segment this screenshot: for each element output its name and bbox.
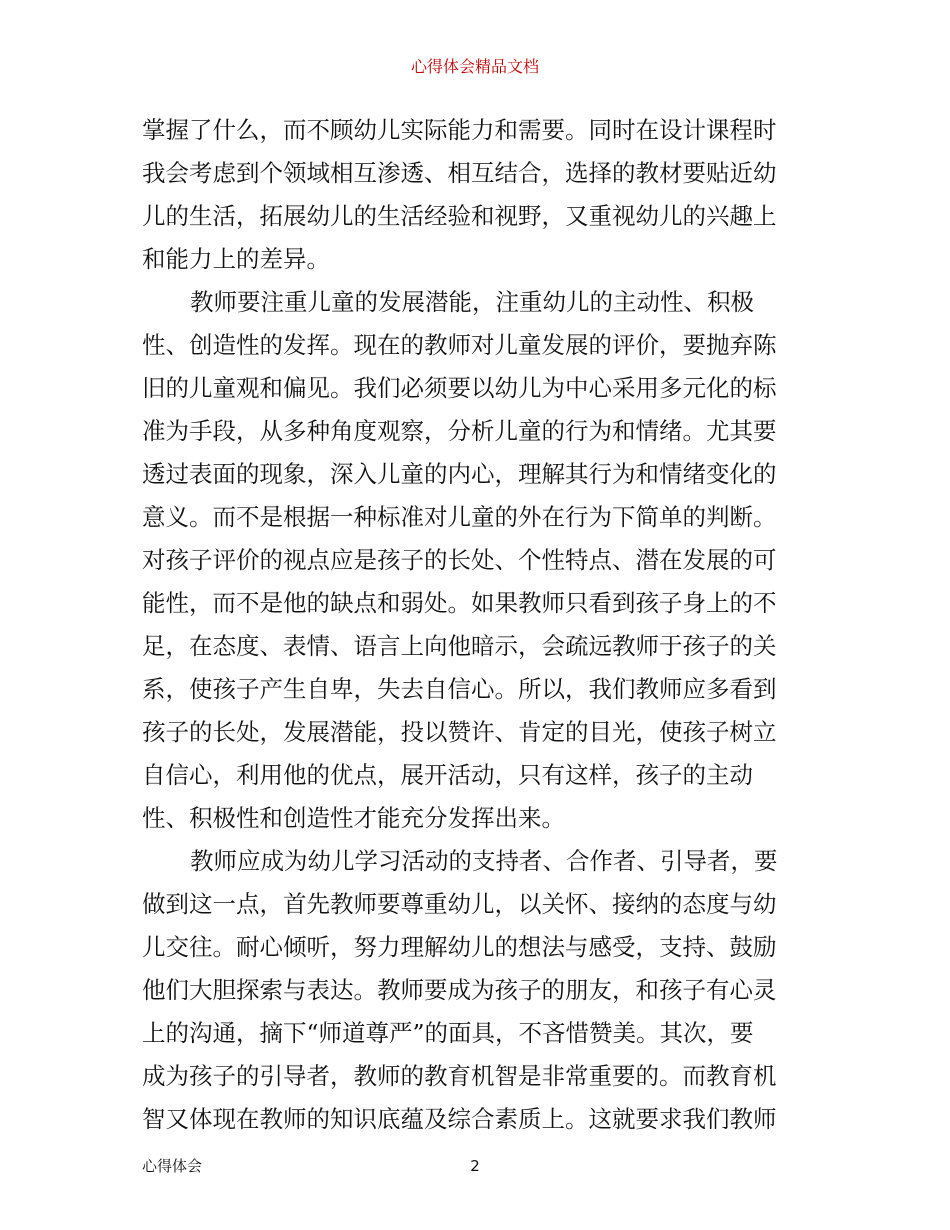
body-line: 足，在态度、表情、语言上向他暗示，会疏远教师于孩子的关	[142, 632, 777, 660]
body-line: 他们大胆探索与表达。教师要成为孩子的朋友，和孩子有心灵	[142, 976, 777, 1004]
body-line: 儿的生活，拓展幼儿的生活经验和视野，又重视幼儿的兴趣上	[142, 202, 777, 230]
body-line: 孩子的长处，发展潜能，投以赞许、肯定的目光，使孩子树立	[142, 718, 777, 746]
body-line: 对孩子评价的视点应是孩子的长处、个性特点、潜在发展的可	[142, 546, 777, 574]
footer-label: 心得体会	[142, 1157, 203, 1175]
body-line: 成为孩子的引导者，教师的教育机智是非常重要的。而教育机	[142, 1062, 777, 1090]
document-body	[142, 109, 814, 1141]
body-line: 智又体现在教师的知识底蕴及综合素质上。这就要求我们教师	[142, 1105, 777, 1133]
paragraph-start-line: 教师要注重儿童的发展潜能，注重幼儿的主动性、积极	[190, 288, 754, 316]
body-line: 儿交往。耐心倾听，努力理解幼儿的想法与感受，支持、鼓励	[142, 933, 777, 961]
body-line: 我会考虑到个领域相互渗透、相互结合，选择的教材要贴近幼	[142, 159, 777, 187]
body-line: 性、创造性的发挥。现在的教师对儿童发展的评价，要抛弃陈	[142, 331, 777, 359]
body-line: 做到这一点，首先教师要尊重幼儿，以关怀、接纳的态度与幼	[142, 890, 777, 918]
body-line: 旧的儿童观和偏见。我们必须要以幼儿为中心采用多元化的标	[142, 374, 777, 402]
body-line: 掌握了什么，而不顾幼儿实际能力和需要。同时在设计课程时	[142, 116, 777, 144]
body-line: 性、积极性和创造性才能充分发挥出来。	[142, 804, 565, 832]
body-line: 和能力上的差异。	[142, 245, 330, 273]
page-number: 2	[470, 1157, 480, 1175]
body-line: 准为手段，从多种角度观察，分析儿童的行为和情绪。尤其要	[142, 417, 777, 445]
paragraph-start-line: 教师应成为幼儿学习活动的支持者、合作者、引导者，要	[190, 847, 778, 875]
body-line: 透过表面的现象，深入儿童的内心，理解其行为和情绪变化的	[142, 460, 777, 488]
body-line: 能性，而不是他的缺点和弱处。如果教师只看到孩子身上的不	[142, 589, 777, 617]
body-line: 自信心，利用他的优点，展开活动，只有这样，孩子的主动	[142, 761, 753, 789]
body-line: 系，使孩子产生自卑，失去自信心。所以，我们教师应多看到	[142, 675, 777, 703]
page-header-title: 心得体会精品文档	[410, 57, 539, 76]
body-line: 意义。而不是根据一种标准对儿童的外在行为下简单的判断。	[142, 503, 777, 531]
body-line: 上的沟通，摘下“师道尊严”的面具，不吝惜赞美。其次，要	[142, 1019, 754, 1047]
